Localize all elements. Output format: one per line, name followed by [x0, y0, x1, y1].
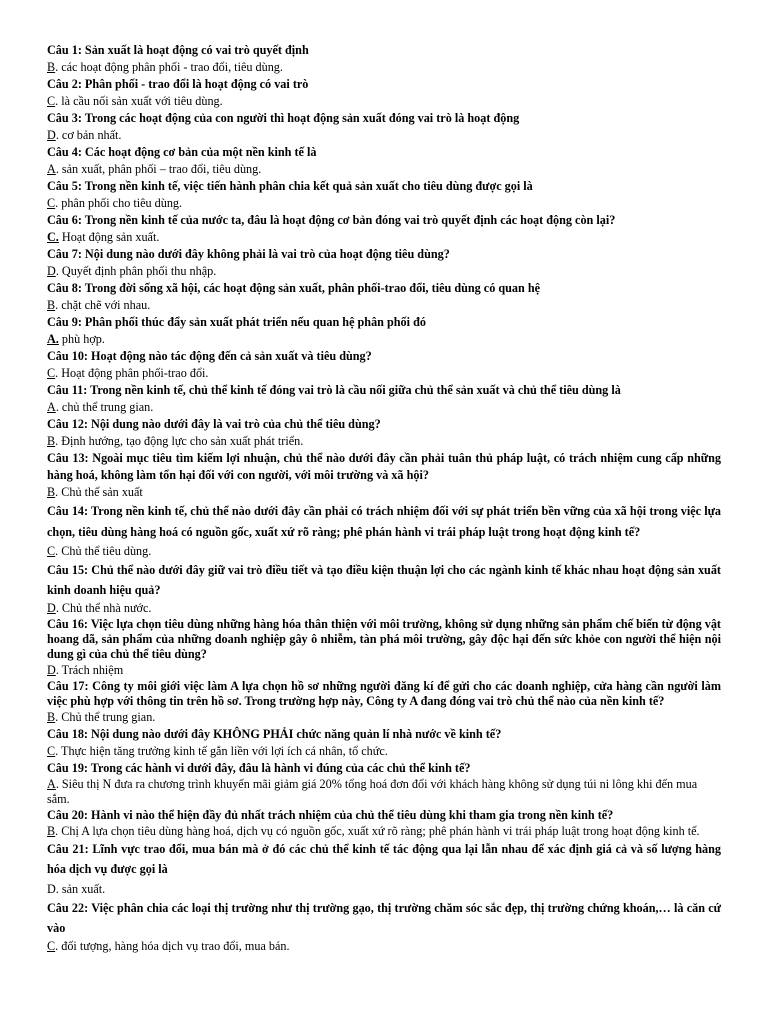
answer-text: . các hoạt động phân phối - trao đổi, tiêu dùng. — [55, 60, 283, 74]
question-12: Câu 12: Nội dung nào dưới đây là vai trò của chủ thể tiêu dùng? — [47, 417, 381, 431]
answer-text: . chặt chẽ với nhau. — [55, 298, 151, 312]
question-1: Câu 1: Sản xuất là hoạt động có vai trò quyết định — [47, 43, 309, 57]
answer-text: . sản xuất, phân phối – trao đổi, tiêu dùng. — [55, 162, 262, 176]
answer-text: . Quyết định phân phối thu nhập. — [55, 264, 217, 278]
answer-text: . Chủ thể tiêu dùng. — [55, 544, 152, 558]
question-11: Câu 11: Trong nền kinh tế, chủ thể kinh tế đóng vai trò là cầu nối giữa chủ thể sản xuất và chủ thể tiêu dùng là — [47, 383, 621, 397]
question-8: Câu 8: Trong đời sống xã hội, các hoạt động sản xuất, phân phối-trao đổi, tiêu dùng có quan hệ — [47, 281, 541, 295]
question-block-9 — [47, 314, 721, 348]
question-9: Câu 9: Phân phối thúc đẩy sản xuất phát triển nếu quan hệ phân phối đó — [47, 315, 426, 329]
answer-letter: C — [47, 196, 56, 210]
answer-letter: C. — [47, 230, 59, 244]
question-block-8 — [47, 280, 721, 314]
question-3: Câu 3: Trong các hoạt động của con người thì hoạt động sản xuất đóng vai trò là hoạt động — [47, 111, 520, 125]
answer-letter: C — [47, 94, 56, 108]
answer-text: phù hợp. — [58, 332, 105, 346]
question-6: Câu 6: Trong nền kinh tế của nước ta, đâu là hoạt động cơ bản đóng vai trò quyết định các hoạt động còn lại? — [47, 213, 616, 227]
answer-letter: C — [47, 544, 56, 558]
answer-letter: D — [47, 128, 56, 142]
question-block-14 — [47, 501, 721, 560]
answer-text: . Chủ thể trung gian. — [55, 710, 156, 724]
answer-22 — [47, 938, 721, 955]
answer-7 — [47, 263, 721, 280]
question-10: Câu 10: Hoạt động nào tác động đến cả sản xuất và tiêu dùng? — [47, 349, 372, 363]
answer-text: . Chủ thể nhà nước. — [55, 601, 152, 615]
question-19: Câu 19: Trong các hành vi dưới đây, đâu là hành vi đúng của các chủ thể kinh tế? — [47, 761, 471, 775]
question-block-12 — [47, 416, 721, 450]
answer-text: . cơ bản nhất. — [55, 128, 122, 142]
question-block-18 — [47, 726, 721, 760]
answer-text: . là cầu nối sản xuất với tiêu dùng. — [55, 94, 223, 108]
answer-15 — [47, 600, 721, 617]
question-15: Câu 15: Chủ thể nào dưới đây giữ vai trò điều tiết và tạo điều kiện thuận lợi cho các ngành kinh tế khác nhau hoạt động sản xuất kinh doanh hiệu quả? — [47, 563, 721, 597]
answer-10 — [47, 365, 721, 382]
answer-text: . phân phối cho tiêu dùng. — [55, 196, 183, 210]
answer-text: Hoạt động sản xuất. — [58, 230, 160, 244]
answer-text: . Siêu thị N đưa ra chương trình khuyến mãi giảm giá 20% tổng hoá đơn đối với khách hàng không sử dụng túi ni lông khi đến mua sắm. — [47, 777, 698, 806]
question-21: Câu 21: Lĩnh vực trao đổi, mua bán mà ở đó các chủ thể kinh tế tác động qua lại lẫn nhau để xác định giá cả và số lượng hàng hóa dịch vụ được gọi là — [47, 842, 721, 876]
question-4: Câu 4: Các hoạt động cơ bản của một nền kinh tế là — [47, 145, 317, 159]
answer-2 — [47, 93, 721, 110]
answer-letter: A — [47, 777, 56, 791]
answer-letter: B — [47, 60, 56, 74]
answer-letter: B — [47, 824, 56, 838]
answer-14 — [47, 543, 721, 560]
answer-letter: B — [47, 298, 56, 312]
question-block-6 — [47, 212, 721, 246]
answer-text: . Định hướng, tạo động lực cho sản xuất phát triển. — [55, 434, 304, 448]
answer-text: . Hoạt động phân phối-trao đổi. — [55, 366, 209, 380]
question-block-7 — [47, 246, 721, 280]
answer-text: . Chị A lựa chọn tiêu dùng hàng hoá, dịch vụ có nguồn gốc, xuất xứ rõ ràng; phê phán hành vi trái pháp luật trong hoạt động kinh tế. — [55, 824, 700, 838]
question-18: Câu 18: Nội dung nào dưới đây KHÔNG PHẢI chức năng quản lí nhà nước về kinh tế? — [47, 727, 502, 741]
question-16: Câu 16: Việc lựa chọn tiêu dùng những hàng hóa thân thiện với môi trường, không sử dụng những sản phẩm chế biến từ động vật hoang dã, sản phẩm của những doanh nghiệp gây ô nhiễm, tàn phá môi trường, gây độc hại đến sức khỏe con người thể hiện nội dung gì của chủ thể tiêu dùng? — [47, 617, 721, 661]
question-13: Câu 13: Ngoài mục tiêu tìm kiếm lợi nhuận, chủ thể nào dưới đây cần phải tuân thủ pháp luật, có trách nhiệm cung cấp những hàng hoá, không làm tổn hại đối với con người, với môi trường và xã hội? — [47, 451, 721, 482]
question-block-13 — [47, 450, 721, 501]
question-20: Câu 20: Hành vi nào thể hiện đầy đủ nhất trách nhiệm của chủ thể tiêu dùng khi tham gia trong nền kinh tế? — [47, 808, 614, 822]
question-7: Câu 7: Nội dung nào dưới đây không phải là vai trò của hoạt động tiêu dùng? — [47, 247, 450, 261]
question-22: Câu 22: Việc phân chia các loại thị trường như thị trường gạo, thị trường chăm sóc sắc đẹp, thị trường chứng khoán,… là căn cứ vào — [47, 901, 721, 935]
answer-21 — [47, 881, 721, 898]
answer-text: . Thực hiện tăng trưởng kinh tế gắn liền với lợi ích cá nhân, tổ chức. — [55, 744, 388, 758]
question-block-4 — [47, 144, 721, 178]
question-block-10 — [47, 348, 721, 382]
question-block-11 — [47, 382, 721, 416]
question-block-2 — [47, 76, 721, 110]
question-block-5 — [47, 178, 721, 212]
answer-letter: D — [47, 264, 56, 278]
answer-text: . chủ thể trung gian. — [55, 400, 154, 414]
answer-16 — [47, 662, 721, 679]
question-block-1 — [47, 42, 721, 76]
answer-text: . Trách nhiệm — [55, 663, 124, 677]
answer-19 — [47, 777, 721, 807]
answer-20 — [47, 824, 721, 839]
question-2: Câu 2: Phân phối - trao đổi là hoạt động có vai trò — [47, 77, 309, 91]
question-block-3 — [47, 110, 721, 144]
answer-18 — [47, 743, 721, 760]
answer-1 — [47, 59, 721, 76]
answer-letter: C — [47, 366, 56, 380]
question-17: Câu 17: Công ty môi giới việc làm A lựa chọn hồ sơ những người đăng kí để gửi cho các doanh nghiệp, cửa hàng cần người làm việc phù hợp với thông tin trên hồ sơ. Trong trường hợp này, Công ty A đang đóng vai trò chủ thể nào của nền kinh tế? — [47, 679, 721, 708]
question-5: Câu 5: Trong nền kinh tế, việc tiến hành phân chia kết quả sản xuất cho tiêu dùng được gọi là — [47, 179, 533, 193]
answer-letter: B — [47, 434, 56, 448]
answer-letter: D — [47, 663, 56, 677]
answer-letter: C — [47, 939, 56, 953]
answer-17 — [47, 709, 721, 726]
answer-letter: A — [47, 400, 56, 414]
answer-letter: B — [47, 485, 56, 499]
answer-text: . Chủ thể sản xuất — [55, 485, 143, 499]
answer-9 — [47, 331, 721, 348]
answer-letter: A. — [47, 332, 59, 346]
answer-12 — [47, 433, 721, 450]
answer-text: . đối tượng, hàng hóa dịch vụ trao đổi, mua bán. — [55, 939, 290, 953]
question-block-20 — [47, 807, 721, 839]
answer-4 — [47, 161, 721, 178]
question-block-22 — [47, 898, 721, 955]
answer-letter: A — [47, 162, 56, 176]
question-block-19 — [47, 760, 721, 807]
answer-8 — [47, 297, 721, 314]
question-14: Câu 14: Trong nền kinh tế, chủ thể nào dưới đây cần phải có trách nhiệm đối với sự phát triển bền vững của xã hội trong việc lựa chọn, tiêu dùng hàng hoá có nguồn gốc, xuất xứ rõ ràng; phê phán hành vi trái pháp luật trong hoạt động kinh tế? — [47, 504, 721, 539]
answer-text: D. sản xuất. — [47, 882, 106, 896]
question-block-16 — [47, 617, 721, 679]
answer-letter: C — [47, 744, 56, 758]
answer-11 — [47, 399, 721, 416]
question-block-15 — [47, 560, 721, 617]
answer-6 — [47, 229, 721, 246]
answer-13 — [47, 484, 721, 501]
question-block-17 — [47, 679, 721, 726]
document-body — [47, 42, 721, 955]
answer-3 — [47, 127, 721, 144]
question-block-21 — [47, 839, 721, 898]
answer-5 — [47, 195, 721, 212]
answer-letter: D — [47, 601, 56, 615]
answer-letter: B — [47, 710, 56, 724]
